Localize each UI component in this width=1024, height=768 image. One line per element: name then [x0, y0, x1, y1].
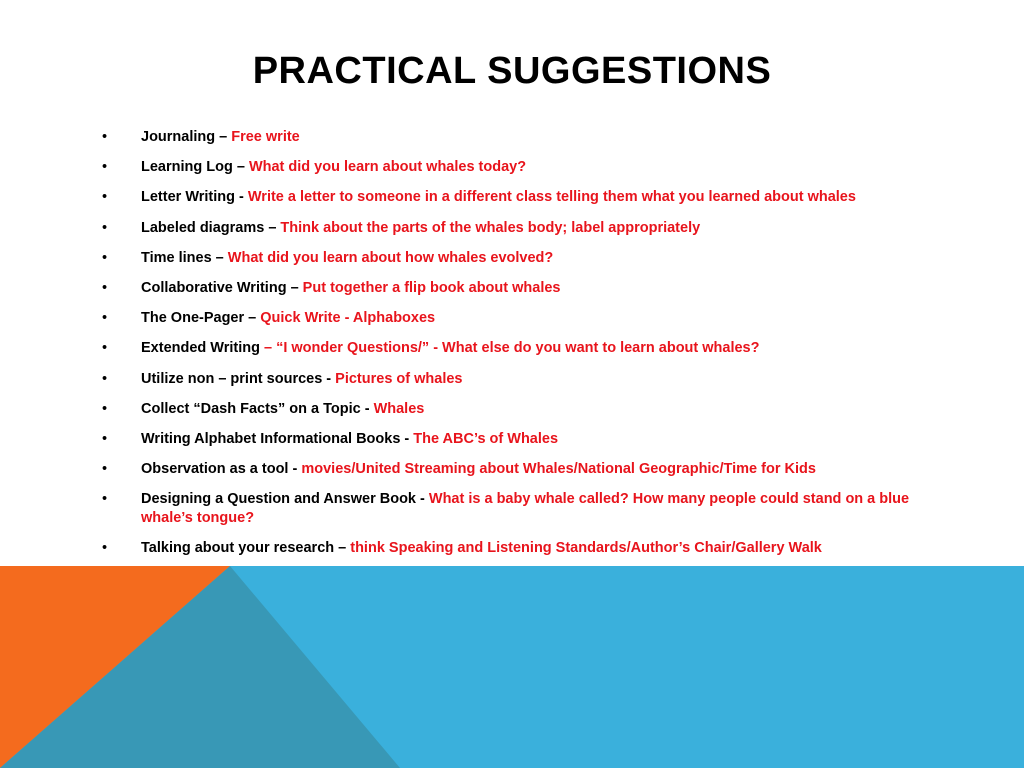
item-label: Utilize non – print sources -	[141, 370, 332, 387]
bullet: •	[102, 461, 108, 478]
item-label: Journaling –	[141, 129, 228, 145]
item-label: The One-Pager –	[141, 310, 257, 327]
list-item	[96, 219, 936, 238]
bullet: •	[102, 159, 108, 176]
item-detail: Pictures of whales	[331, 370, 463, 387]
bullet: •	[102, 249, 108, 266]
item-label: Learning Log –	[141, 159, 245, 176]
item-label: Letter Writing -	[141, 189, 244, 206]
item-detail: The ABC’s of Whales	[409, 430, 559, 447]
list-item	[96, 430, 936, 449]
bullet: •	[102, 430, 108, 447]
slide-title: PRACTICAL SUGGESTIONS	[252, 50, 772, 92]
bullet: •	[102, 129, 108, 145]
bullet: •	[102, 400, 108, 417]
item-detail: Write a letter to someone in a different class telling them what you learned about whales	[243, 189, 856, 206]
bullet: •	[102, 340, 108, 357]
item-label: Observation as a tool -	[141, 461, 298, 478]
list-item	[96, 188, 936, 207]
decorative-footer-band	[0, 566, 1024, 768]
item-label: Extended Writing	[141, 340, 260, 357]
bullet: •	[102, 370, 108, 387]
item-detail: – “I wonder Questions/” - What else do you want to learn about whales?	[259, 340, 760, 357]
item-label: Time lines –	[141, 249, 224, 266]
item-label: Collect “Dash Facts” on a Topic -	[141, 400, 370, 417]
bullet: •	[102, 279, 108, 296]
bullet: •	[102, 189, 108, 206]
item-detail: Quick Write - Alphaboxes	[256, 310, 436, 327]
list-item	[96, 279, 936, 298]
item-label: Talking about your research –	[141, 540, 347, 557]
list-item	[96, 128, 936, 147]
list-item	[96, 249, 936, 268]
item-detail: What did you learn about how whales evolved?	[223, 249, 554, 266]
item-detail: movies/United Streaming about Whales/National Geographic/Time for Kids	[297, 461, 816, 478]
item-label: Labeled diagrams –	[141, 219, 277, 236]
list-item	[96, 339, 936, 358]
item-label: Collaborative Writing –	[141, 279, 299, 296]
bullet: •	[102, 491, 108, 508]
bullet: •	[102, 310, 108, 327]
item-detail: think Speaking and Listening Standards/Author’s Chair/Gallery Walk	[346, 540, 822, 557]
item-detail: What is a baby whale called? How many people could stand on a blue whale’s tongue?	[141, 491, 910, 527]
bullet: •	[102, 219, 108, 236]
item-detail: What did you learn about whales today?	[244, 159, 527, 176]
list-item	[96, 370, 936, 389]
item-label: Designing a Question and Answer Book -	[141, 491, 425, 508]
list-item	[96, 158, 936, 177]
list-item	[96, 490, 936, 528]
suggestion-list	[96, 128, 936, 570]
item-detail: Free write	[227, 129, 300, 145]
list-item	[96, 539, 936, 558]
list-item	[96, 309, 936, 328]
list-item	[96, 460, 936, 479]
bullet: •	[102, 540, 108, 557]
item-detail: Think about the parts of the whales body; label appropriately	[276, 219, 701, 236]
item-label: Writing Alphabet Informational Books -	[141, 430, 410, 447]
list-item	[96, 400, 936, 419]
item-detail: Put together a flip book about whales	[298, 279, 561, 296]
item-detail: Whales	[369, 400, 425, 417]
